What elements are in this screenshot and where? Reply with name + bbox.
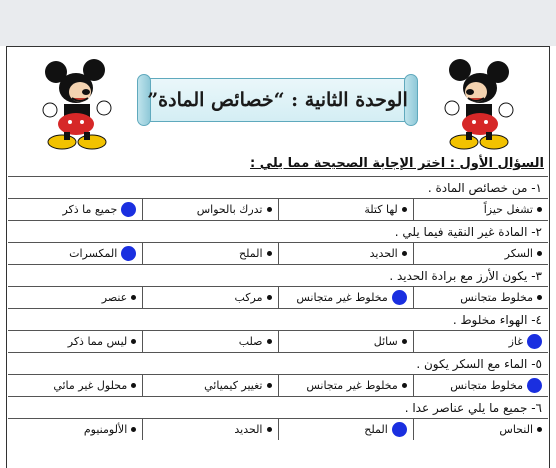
options-row [8, 330, 548, 352]
options-row [8, 374, 548, 396]
option-cell[interactable] [8, 419, 142, 440]
option-cell[interactable] [413, 331, 548, 352]
question-text: ٣- يكون الأرز مع برادة الحديد . [389, 269, 542, 283]
option-label: تشغل حيزاً [483, 203, 533, 216]
option-cell[interactable] [8, 331, 142, 352]
option-label: مركب [234, 291, 263, 304]
options-row [8, 418, 548, 440]
option-cell[interactable] [413, 199, 548, 220]
option-cell[interactable] [142, 331, 277, 352]
option-label: الملح [364, 423, 388, 436]
bullet-icon [402, 339, 407, 344]
option-label: الألومنيوم [83, 423, 128, 436]
mickey-mascot-left [42, 58, 114, 150]
mickey-mascot-right [442, 58, 514, 150]
option-cell[interactable] [142, 375, 277, 396]
option-label: صلب [238, 335, 263, 348]
option-label: عنصر [101, 291, 128, 304]
question-title: السؤال الأول : اختر الإجابة الصحيحة مما يلي : [250, 156, 544, 171]
option-label: غاز [508, 335, 523, 348]
selected-answer-dot-icon [392, 422, 407, 437]
option-label: سائل [373, 335, 398, 348]
option-label: السكر [504, 247, 533, 260]
bullet-icon [402, 251, 407, 256]
option-label: الحديد [234, 423, 263, 436]
options-row [8, 286, 548, 308]
question-row [8, 396, 548, 418]
option-label: تغيير كيميائي [204, 379, 263, 392]
bullet-icon [537, 207, 542, 212]
option-label: مخلوط غير متجانس [296, 291, 388, 304]
option-cell[interactable] [142, 243, 277, 264]
option-cell[interactable] [278, 375, 413, 396]
bullet-icon [267, 207, 272, 212]
selected-answer-dot-icon [121, 246, 136, 261]
question-row [8, 352, 548, 374]
bullet-icon [402, 207, 407, 212]
option-label: مخلوط متجانس [450, 379, 523, 392]
option-cell[interactable] [413, 419, 548, 440]
option-label: تدرك بالحواس [196, 203, 263, 216]
selected-answer-dot-icon [392, 290, 407, 305]
option-cell[interactable] [8, 375, 142, 396]
question-text: ٥- الماء مع السكر يكون . [416, 357, 542, 371]
bullet-icon [537, 251, 542, 256]
question-text: ١- من خصائص المادة . [427, 181, 542, 195]
option-cell[interactable] [278, 199, 413, 220]
option-cell[interactable] [8, 287, 142, 308]
question-row [8, 220, 548, 242]
question-row [8, 264, 548, 286]
bullet-icon [131, 339, 136, 344]
bullet-icon [131, 383, 136, 388]
option-label: لها كتلة [364, 203, 398, 216]
option-cell[interactable] [8, 243, 142, 264]
question-text: ٢- المادة غير النقية فيما يلي . [394, 225, 542, 239]
bullet-icon [267, 383, 272, 388]
option-label: مخلوط غير متجانس [306, 379, 398, 392]
selected-answer-dot-icon [527, 378, 542, 393]
bullet-icon [267, 295, 272, 300]
option-cell[interactable] [413, 287, 548, 308]
question-text: ٤- الهواء مخلوط . [452, 313, 542, 327]
option-cell[interactable] [8, 199, 142, 220]
option-cell[interactable] [142, 419, 277, 440]
option-cell[interactable] [278, 331, 413, 352]
question-row [8, 176, 548, 198]
options-row [8, 198, 548, 220]
option-label: جميع ما ذكر [62, 203, 118, 216]
option-label: الملح [238, 247, 263, 260]
bullet-icon [267, 427, 272, 432]
question-row [8, 308, 548, 330]
question-table [8, 176, 548, 440]
bullet-icon [131, 427, 136, 432]
options-row [8, 242, 548, 264]
bullet-icon [267, 339, 272, 344]
option-label: محلول غير مائي [53, 379, 128, 392]
top-strip [0, 0, 556, 46]
selected-answer-dot-icon [527, 334, 542, 349]
option-cell[interactable] [278, 287, 413, 308]
option-cell[interactable] [278, 419, 413, 440]
bullet-icon [267, 251, 272, 256]
option-label: النحاس [499, 423, 533, 436]
bullet-icon [402, 383, 407, 388]
question-text: ٦- جميع ما يلي عناصر عدا . [404, 401, 542, 415]
bullet-icon [131, 295, 136, 300]
option-cell[interactable] [142, 199, 277, 220]
option-label: المكسرات [69, 247, 118, 260]
unit-title: الوحدة الثانية : “خصائص المادة” [147, 89, 408, 111]
option-cell[interactable] [142, 287, 277, 308]
title-banner [135, 74, 420, 126]
bullet-icon [537, 427, 542, 432]
option-cell[interactable] [278, 243, 413, 264]
option-label: مخلوط متجانس [460, 291, 533, 304]
option-label: ليس مما ذكر [67, 335, 128, 348]
option-cell[interactable] [413, 243, 548, 264]
selected-answer-dot-icon [121, 202, 136, 217]
bullet-icon [537, 295, 542, 300]
option-label: الحديد [369, 247, 398, 260]
option-cell[interactable] [413, 375, 548, 396]
